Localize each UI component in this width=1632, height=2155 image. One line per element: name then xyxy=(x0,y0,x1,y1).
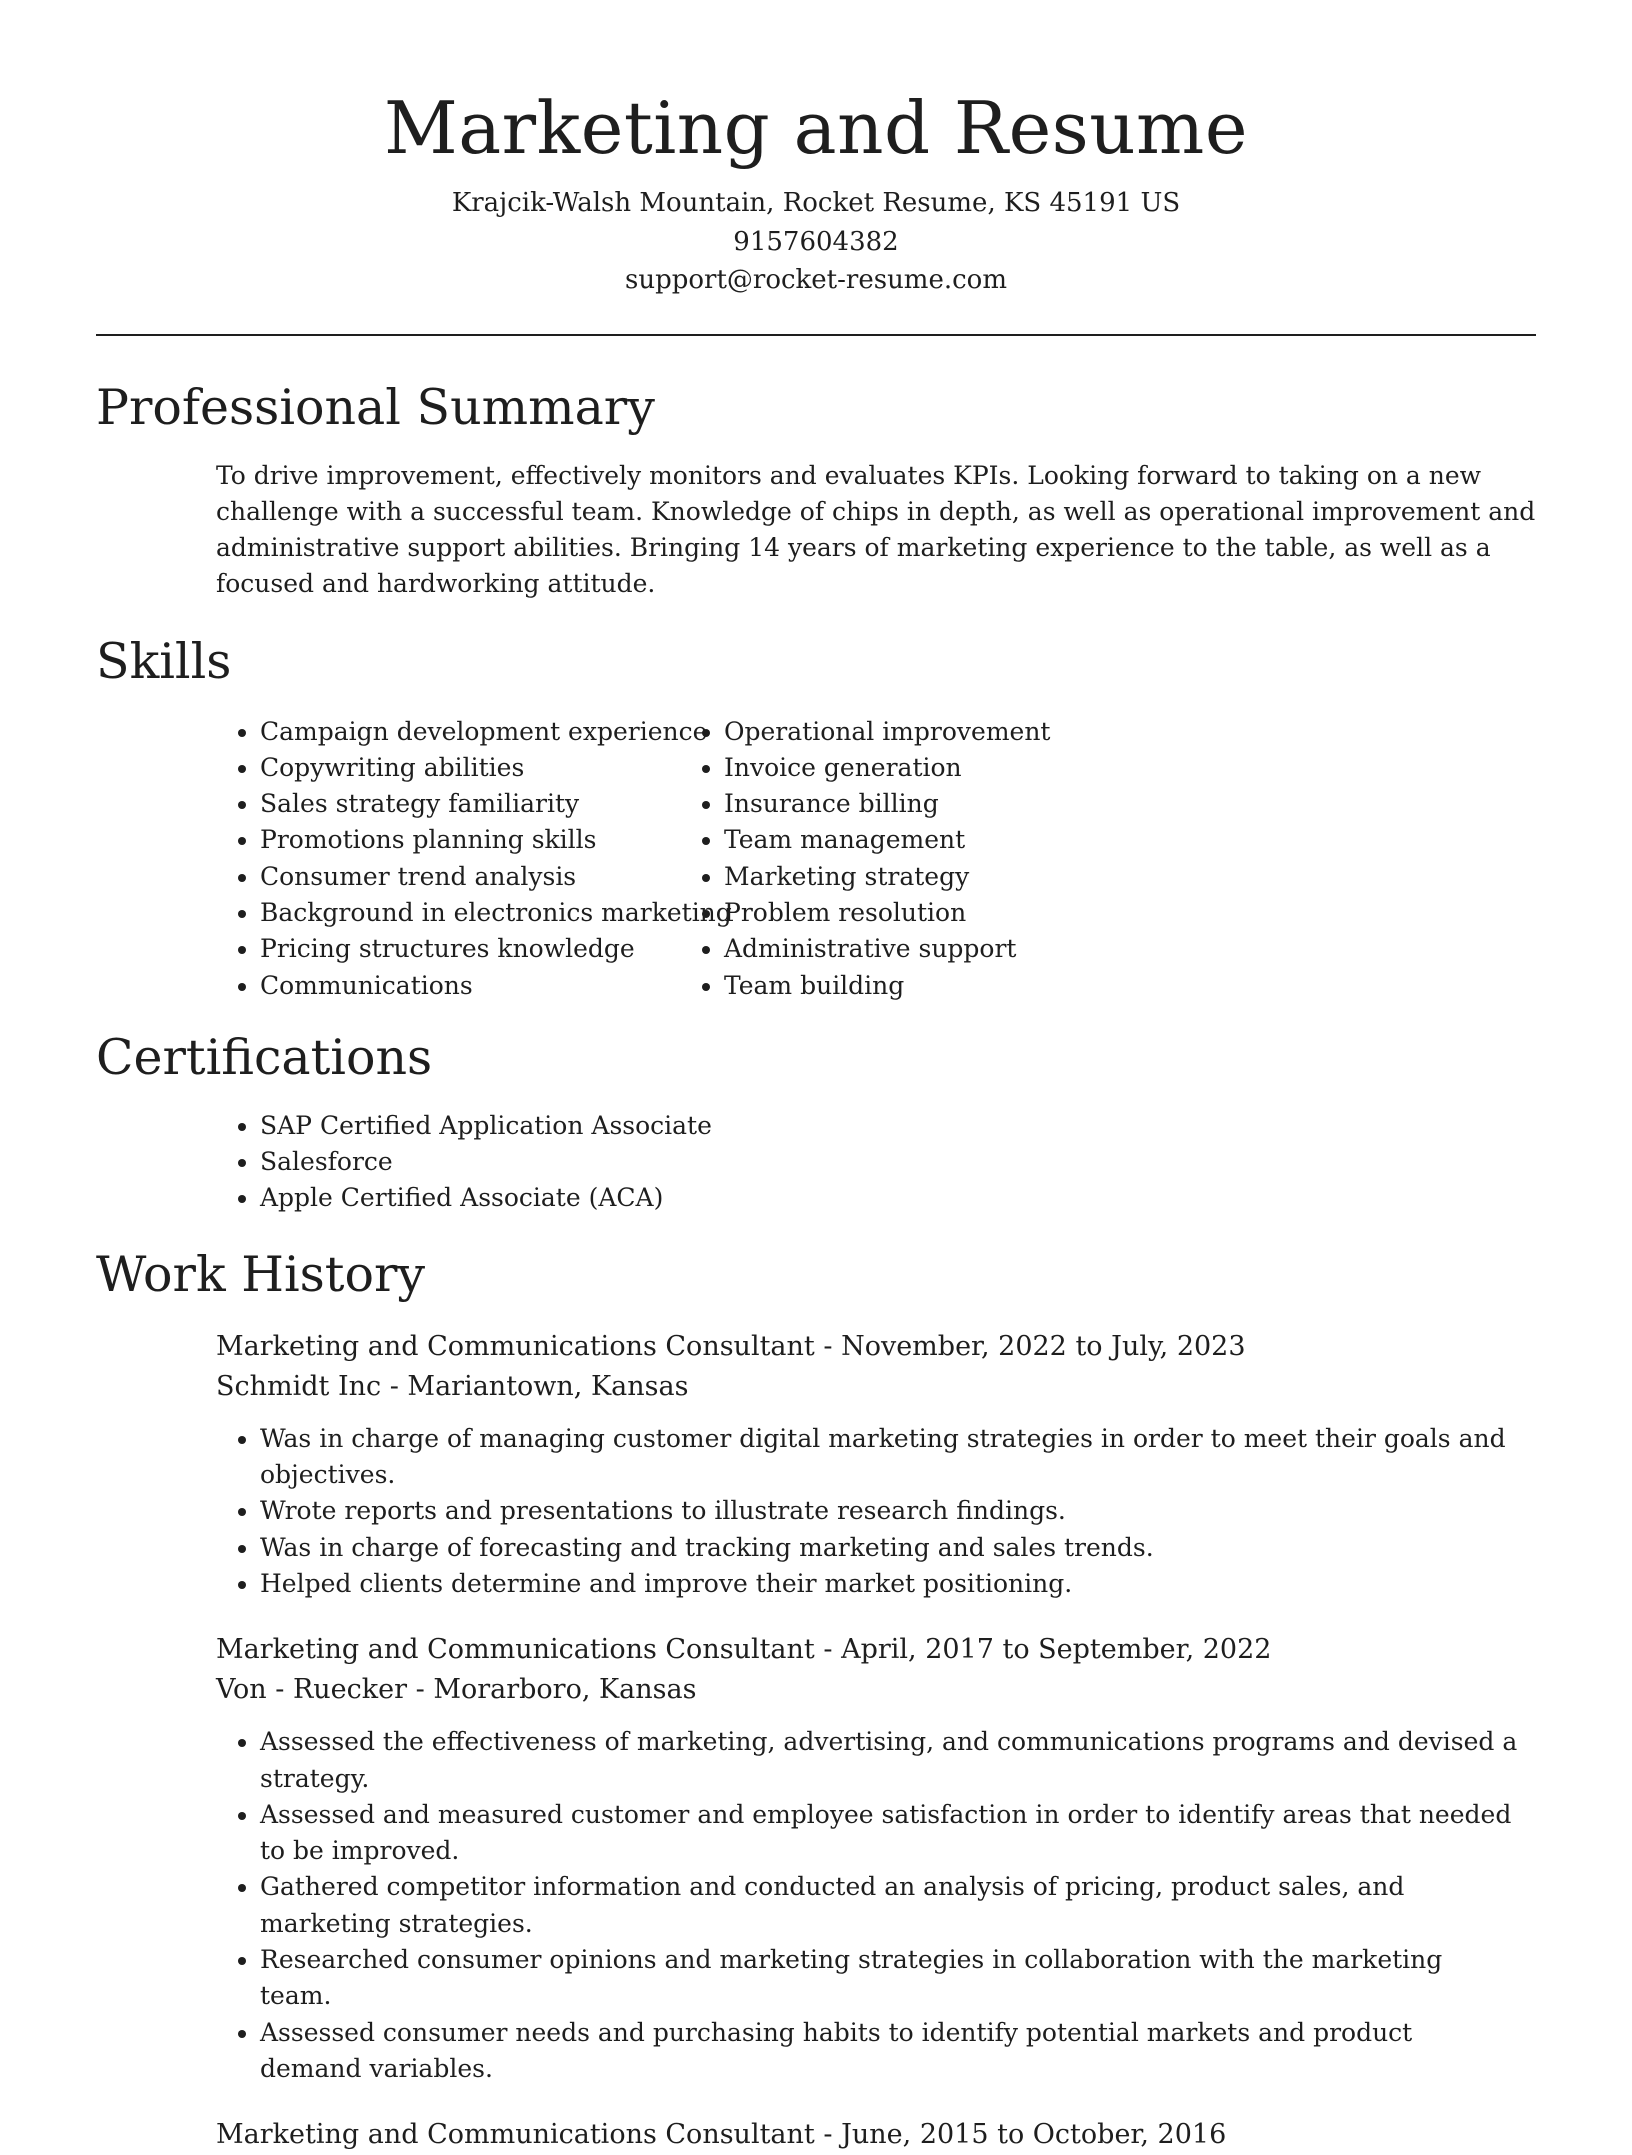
job-duty: • Assessed the effectiveness of marketing, advertising, and communications programs and devised a strategy. xyxy=(260,1724,1520,1797)
job-duty: • Helped clients determine and improve their market positioning. xyxy=(260,1566,1520,1602)
skill-item: • Campaign development experience xyxy=(260,714,746,750)
job-company-line xyxy=(216,1367,1536,1407)
summary-heading: Professional Summary xyxy=(96,378,655,436)
contact-info xyxy=(96,184,1536,300)
skill-item: • Pricing structures knowledge xyxy=(260,931,746,967)
job-title-line xyxy=(216,1327,1536,1367)
job-title-line xyxy=(216,1630,1536,1670)
job-entry xyxy=(216,1630,1536,2087)
job-title-line xyxy=(216,2115,1536,2155)
job-entry xyxy=(216,1327,1536,1602)
skill-item: • Invoice generation xyxy=(724,750,1210,786)
certification-item: • Salesforce xyxy=(260,1144,1536,1180)
skill-item: • Sales strategy familiarity xyxy=(260,786,746,822)
resume-page xyxy=(96,0,1536,2155)
resume-header xyxy=(96,0,1536,300)
certification-item: • SAP Certified Application Associate xyxy=(260,1108,1536,1144)
job-duty: • Was in charge of forecasting and tracking marketing and sales trends. xyxy=(260,1530,1520,1566)
job-role: Marketing and Communications Consultant xyxy=(216,1634,815,1666)
skill-item: • Insurance billing xyxy=(724,786,1210,822)
skill-item: • Communications xyxy=(260,968,746,1004)
skill-item: • Team management xyxy=(724,822,1210,858)
skill-item: • Operational improvement xyxy=(724,714,1210,750)
job-duties-list xyxy=(216,1724,1520,2087)
skill-item: • Background in electronics marketing xyxy=(260,895,746,931)
skills-columns xyxy=(96,714,1536,1004)
skill-item: • Marketing strategy xyxy=(724,859,1210,895)
skills-list-right xyxy=(560,714,1210,1004)
skill-item: • Team building xyxy=(724,968,1210,1004)
job-role: Marketing and Communications Consultant xyxy=(216,1330,815,1362)
job-dates: - June, 2015 to October, 2016 xyxy=(814,2119,1227,2151)
skill-item: • Promotions planning skills xyxy=(260,822,746,858)
contact-address: Krajcik-Walsh Mountain, Rocket Resume, KS 45191 US xyxy=(451,188,1181,218)
job-duty: • Was in charge of managing customer digital marketing strategies in order to meet their goals and objectives. xyxy=(260,1421,1520,1494)
job-dates: - November, 2022 to July, 2023 xyxy=(814,1330,1246,1362)
job-dates: - April, 2017 to September, 2022 xyxy=(814,1634,1272,1666)
job-entry xyxy=(216,2115,1536,2155)
skills-heading: Skills xyxy=(96,632,232,690)
certification-item: • Apple Certified Associate (ACA) xyxy=(260,1180,1536,1216)
certifications-heading: Certifications xyxy=(96,1028,433,1086)
job-role: Marketing and Communications Consultant xyxy=(216,2119,815,2151)
resume-name: Marketing and Resume xyxy=(384,86,1248,170)
summary-text: To drive improvement, effectively monitors and evaluates KPIs. Looking forward to taking on a new challenge with a successful team. Knowledge of chips in depth, as well as operational improvement and administrative support abilities. Bringing 14 years of marketing experience to the table, as well as a focused and hardworking attitude. xyxy=(216,460,1536,598)
job-duty: • Assessed and measured customer and employee satisfaction in order to identify areas that needed to be improved. xyxy=(260,1797,1520,1870)
skill-item: • Copywriting abilities xyxy=(260,750,746,786)
skill-item: • Problem resolution xyxy=(724,895,1210,931)
contact-email: support@rocket-resume.com xyxy=(624,265,1007,295)
job-duty: • Assessed consumer needs and purchasing habits to identify potential markets and product demand variables. xyxy=(260,2015,1520,2088)
skill-item: • Consumer trend analysis xyxy=(260,859,746,895)
job-company: Schmidt Inc xyxy=(216,1370,382,1402)
certifications-list xyxy=(96,1108,1536,1217)
skill-item: • Administrative support xyxy=(724,931,1210,967)
job-duty: • Researched consumer opinions and marketing strategies in collaboration with the marketing team. xyxy=(260,1942,1520,2015)
job-company: Von - Ruecker xyxy=(216,1674,408,1706)
job-duty: • Wrote reports and presentations to illustrate research findings. xyxy=(260,1493,1520,1529)
job-duties-list xyxy=(216,1421,1520,1602)
job-location: - Morarboro, Kansas xyxy=(407,1674,697,1706)
contact-phone: 9157604382 xyxy=(733,226,899,257)
job-company-line xyxy=(216,1670,1536,1710)
work-history-heading: Work History xyxy=(96,1245,426,1303)
header-divider xyxy=(96,334,1536,336)
job-location: - Mariantown, Kansas xyxy=(381,1370,689,1402)
job-duty: • Gathered competitor information and conducted an analysis of pricing, product sales, and marketing strategies. xyxy=(260,1869,1520,1942)
